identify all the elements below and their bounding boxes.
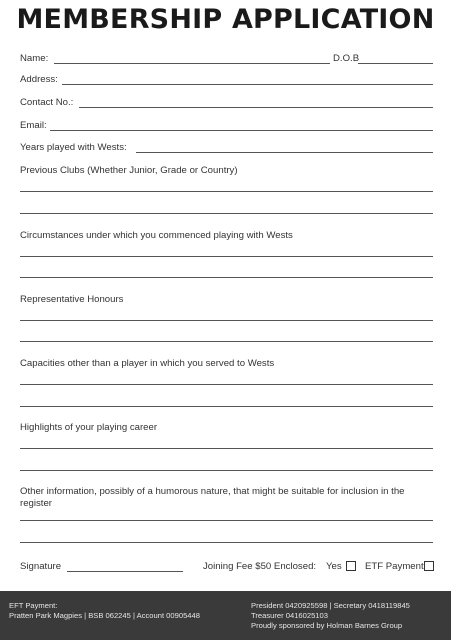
representative-label: Representative Honours (20, 294, 124, 305)
capacities-label: Capacities other than a player in which you served to Wests (20, 358, 275, 369)
previous-clubs-label: Previous Clubs (Whether Junior, Grade or Country) (20, 165, 238, 176)
other-info-label: Other information, possibly of a humorous nature, that might be suitable for inclusion in the register (20, 486, 405, 509)
circumstances-line-1[interactable] (20, 256, 433, 257)
yes-label: Yes (326, 561, 342, 572)
capacities-line-2[interactable] (20, 406, 433, 407)
representative-line-2[interactable] (20, 341, 433, 342)
highlights-line-1[interactable] (20, 448, 433, 449)
previous-clubs-line-1[interactable] (20, 191, 433, 192)
yes-checkbox[interactable] (346, 561, 356, 571)
joining-fee-label: Joining Fee $50 Enclosed: (203, 561, 317, 572)
footer-sponsor: Proudly sponsored by Holman Barnes Group (251, 621, 403, 630)
address-label: Address: (20, 74, 58, 85)
name-field[interactable] (54, 63, 330, 64)
years-label: Years played with Wests: (20, 142, 127, 153)
signature-label: Signature (20, 561, 62, 572)
address-field[interactable] (62, 84, 433, 85)
other-info-line-2[interactable] (20, 542, 433, 543)
name-label: Name: (20, 53, 49, 64)
etf-payment-checkbox[interactable] (424, 561, 434, 571)
previous-clubs-line-2[interactable] (20, 213, 433, 214)
representative-line-1[interactable] (20, 320, 433, 321)
email-label: Email: (20, 120, 47, 131)
footer-treasurer: Treasurer 0416025103 (251, 611, 328, 620)
footer-eft-title: EFT Payment: (9, 601, 58, 610)
footer (0, 591, 451, 640)
circumstances-label: Circumstances under which you commenced playing with Wests (20, 230, 293, 241)
circumstances-line-2[interactable] (20, 277, 433, 278)
capacities-line-1[interactable] (20, 384, 433, 385)
highlights-line-2[interactable] (20, 470, 433, 471)
page-title: MEMBERSHIP APPLICATION (16, 4, 435, 35)
contact-label: Contact No.: (20, 97, 74, 108)
other-info-line-1[interactable] (20, 520, 433, 521)
dob-label: D.O.B (333, 53, 360, 64)
highlights-label: Highlights of your playing career (20, 422, 158, 433)
years-field[interactable] (136, 152, 433, 153)
footer-bank-details: Pratten Park Magpies | BSB 062245 | Account 00905448 (9, 611, 200, 620)
contact-field[interactable] (79, 107, 433, 108)
dob-field[interactable] (358, 63, 433, 64)
signature-field[interactable] (67, 571, 183, 572)
etf-payment-label: ETF Payment (365, 561, 424, 572)
email-field[interactable] (50, 130, 433, 131)
footer-contacts: President 0420925598 | Secretary 0418119845 (251, 601, 410, 610)
